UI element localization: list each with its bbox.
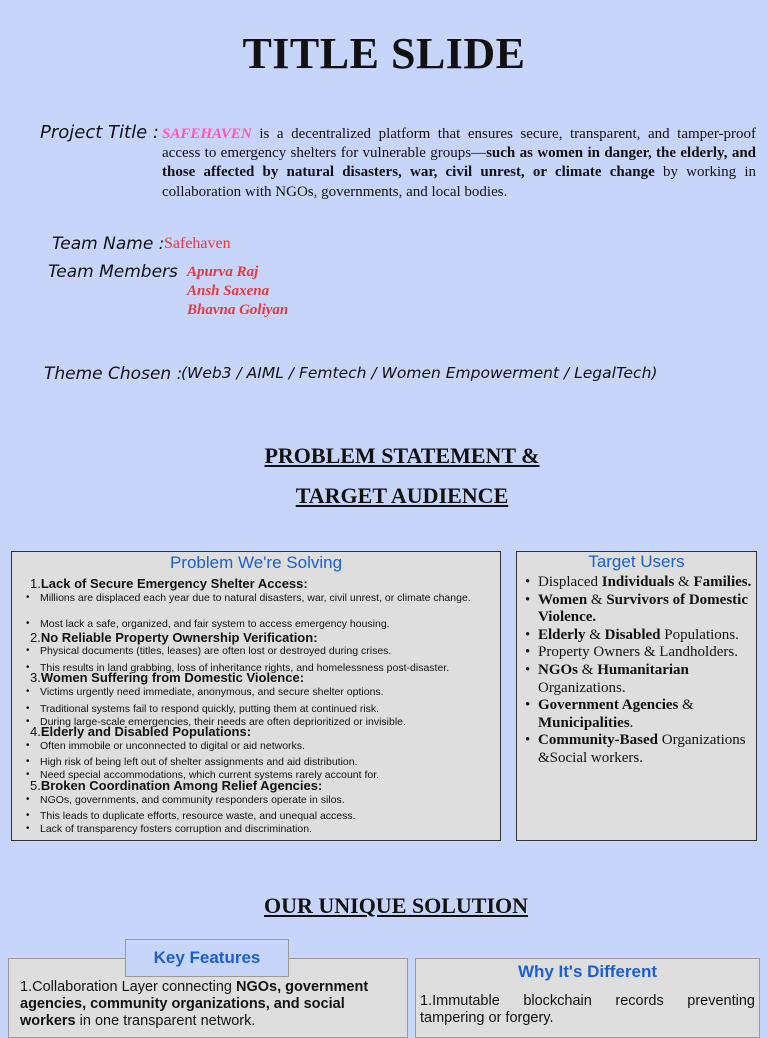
problem-item: • Traditional systems fail to respond quickly, putting them at continued risk.: [26, 703, 380, 715]
problem-heading-line2: TARGET AUDIENCE: [295, 483, 509, 508]
team-name-label: Team Name :: [52, 234, 165, 254]
problem-item: • Often immobile or unconnected to digital or aid networks.: [26, 740, 305, 752]
why-different-title: Why It's Different: [517, 962, 658, 981]
problem-item: • Need special accommodations, which current systems rarely account for.: [26, 769, 380, 781]
problem-item: • NGOs, governments, and community responders operate in silos.: [26, 794, 345, 806]
problem-section-title: 3.Women Suffering from Domestic Violence:: [30, 670, 305, 685]
problem-box: [11, 551, 501, 841]
problem-item: • During large-scale emergencies, their needs are often deprioritized or invisible.: [26, 716, 406, 728]
problem-item: • High risk of being left out of shelter assignments and aid distribution.: [26, 756, 358, 768]
slide-title: TITLE SLIDE: [242, 29, 526, 78]
target-user-item: • Displaced Individuals & Families.: [521, 574, 753, 592]
team-member: Apurva Raj: [187, 264, 259, 280]
theme-label: Theme Chosen :: [44, 364, 183, 384]
theme-value: (Web3 / AIML / Femtech / Women Empowerment / LegalTech): [181, 364, 658, 382]
target-user-item: • Community-Based Organizations &Social workers.: [521, 732, 753, 767]
team-members-label: Team Members: [48, 262, 178, 282]
target-users-box: [516, 551, 757, 841]
problem-item: • Millions are displaced each year due to natural disasters, war, civil unrest, or climate change.: [26, 592, 471, 604]
team-member: Ansh Saxena: [187, 283, 270, 299]
problem-section-title: 1.Lack of Secure Emergency Shelter Access:: [30, 576, 308, 591]
problem-item: • Victims urgently need immediate, anonymous, and secure shelter options.: [26, 686, 384, 698]
target-user-item: • Elderly & Disabled Populations.: [521, 627, 753, 645]
why-different-text: 1.Immutable blockchain records preventing tampering or forgery.: [420, 993, 755, 1026]
target-users-list: [521, 574, 753, 768]
project-title-label: Project Title :: [40, 122, 159, 143]
solution-heading: OUR UNIQUE SOLUTION: [263, 893, 529, 918]
team-members-list: [187, 263, 288, 320]
team-member: Bhavna Goliyan: [187, 302, 289, 318]
problem-item: • Physical documents (titles, leases) are often lost or destroyed during crises.: [26, 645, 392, 657]
problem-item: • Most lack a safe, organized, and fair system to access emergency housing.: [26, 618, 390, 630]
project-desc-part1: is a decentralized platform that ensures secure, transparent, and tamper-proof access to emergency shelters for vulnerable groups—: [162, 126, 756, 162]
key-features-text: 1.Collaboration Layer connecting NGOs, government agencies, community organizations, and social workers in one transparent network.: [20, 979, 369, 1029]
problem-item: • This leads to duplicate efforts, resource waste, and unequal access.: [26, 810, 356, 822]
target-user-item: • Women & Survivors of Domestic Violence.: [521, 592, 753, 627]
problem-item: • Lack of transparency fosters corruption and discrimination.: [26, 823, 312, 835]
target-user-item: • Property Owners & Landholders.: [521, 644, 753, 662]
problem-section-title: 2.No Reliable Property Ownership Verification:: [30, 630, 318, 645]
problem-item: • This results in land grabbing, loss of inheritance rights, and homelessness post-disaster.: [26, 662, 450, 674]
team-name: Safehaven: [164, 235, 231, 252]
target-user-item: • NGOs & Humanitarian Organizations.: [521, 662, 753, 697]
target-users-title: Target Users: [588, 552, 685, 571]
problem-section-title: 5.Broken Coordination Among Relief Agencies:: [30, 778, 323, 793]
project-description: [162, 125, 756, 202]
key-features-label: Key Features: [125, 939, 289, 977]
problem-box-title: Problem We're Solving: [169, 553, 343, 572]
why-different-box: [415, 958, 760, 1038]
problem-section-title: 4.Elderly and Disabled Populations:: [30, 724, 252, 739]
project-desc-bold: such as women in danger, the elderly, and those affected by natural disasters, war, civil unrest, or climate change: [162, 145, 756, 181]
project-desc-part2: by working in collaboration with NGOs, governments, and local bodies.: [162, 164, 756, 200]
project-name: SAFEHAVEN: [162, 126, 252, 142]
target-user-item: • Government Agencies & Municipalities.: [521, 697, 753, 732]
problem-heading-line1: PROBLEM STATEMENT &: [264, 443, 540, 468]
